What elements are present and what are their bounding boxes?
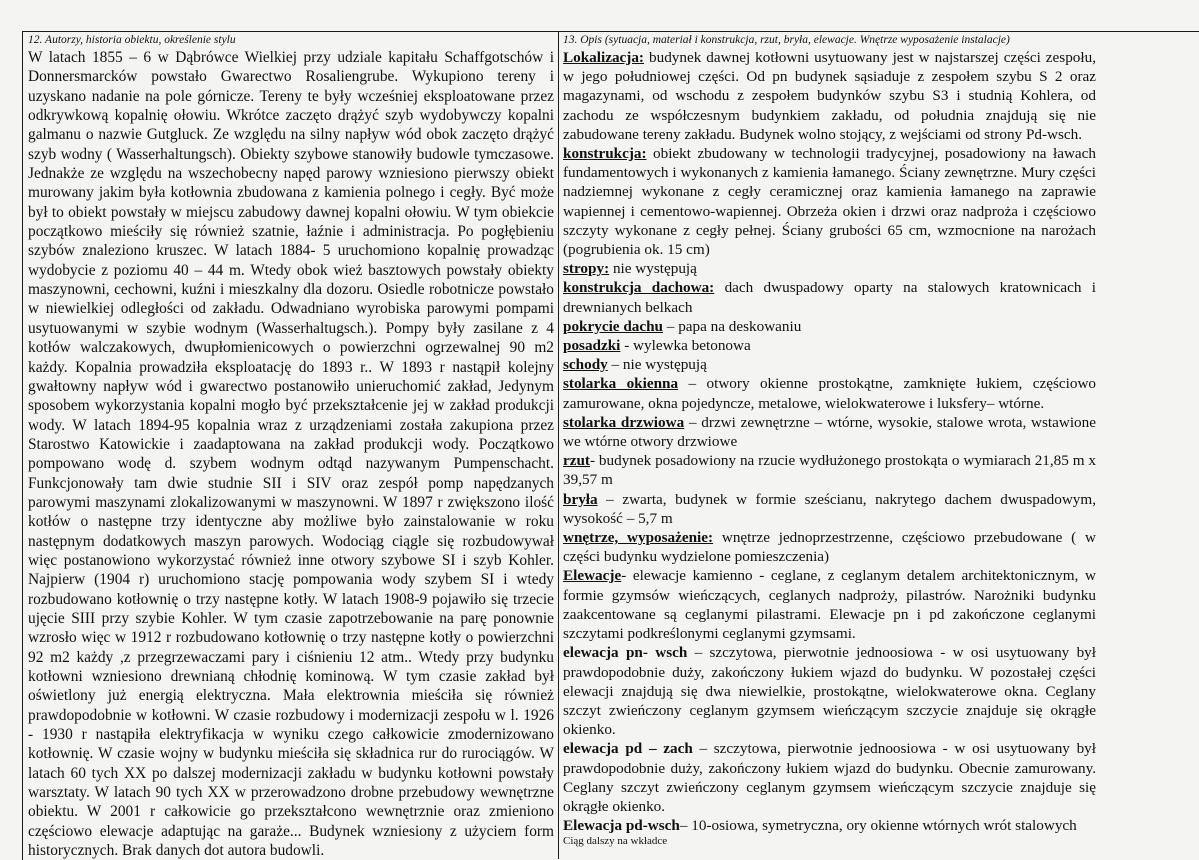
entry-text: wnętrze jednoprzestrzenne, częściowo przebudowane ( w części budynku wydzielone pomieszczenia) (563, 529, 1096, 566)
entry-text: – 10-osiowa, symetryczna, ory okienne wtórnych wrót stalowych (679, 817, 1077, 835)
entry-text: – drzwi zewnętrzne – wtórne, wysokie, stalowe wrota, wstawione we wtórne otwory drzwiowe (563, 413, 1096, 451)
description-entry (563, 259, 1096, 278)
description-entry (563, 48, 1096, 144)
description-entry (563, 278, 1096, 316)
entry-text: – szczytowa, pierwotnie jednoosiowa - w osi usytuowany był prawdopodobnie duży, zakończony łukiem wjazd do budynku. Obecnie zamurowany. Ceglany szczyt zwieńczony ceglanym gzymsem wieńczącym szczycie znajduje się okrągłe okienko. (563, 740, 1096, 815)
entry-term: posadzki (563, 337, 621, 355)
entry-text: – nie występują (607, 356, 707, 374)
entry-text: – szczytowa, pierwotnie jednoosiowa - w osi usytuowany był prawdopodobnie duży, zakończony łukiem wjazd do budynku. W pozostałej części elewacji znajdują się dwa niewielkie, prostokątne, wielokwaterowe okna. Ceglany szczyt zwieńczony ceglanym gzymsem wieńczącym szczycie znajduje się okrągłe okienko. (563, 644, 1096, 739)
entry-text: nie występują (609, 260, 697, 278)
continuation-note: Ciąg dalszy na wkładce (563, 835, 668, 848)
entry-text: – papa na deskowaniu (663, 317, 802, 335)
entry-text: – zwarta, budynek w formie sześcianu, nakrytego dachem dwuspadowym, wysokość – 5,7 m (563, 490, 1096, 527)
description-entry (563, 739, 1096, 816)
entry-term: stolarka okienna (563, 375, 679, 393)
description-entry (563, 317, 1096, 336)
entry-term: pokrycie dachu (563, 317, 663, 335)
description-column (563, 33, 1096, 847)
entry-text: - elewacje kamienno - ceglane, z ceglanym detalem architektonicznym, w formie gzymsów wieńczących, ceglanych nadproży, pilastrów. Narożniki budynku zaakcentowane są ceglanymi pilastrami. Elewacje pn i pd zakończone ceglanymi szczytami podkreślonymi ceglanymi gzymsami. (563, 567, 1096, 643)
description-entry (563, 816, 1096, 835)
description-entry (563, 643, 1096, 739)
description-entry (563, 566, 1096, 643)
section-12-header: 12. Autorzy, historia obiektu, określenie stylu (28, 34, 236, 46)
entry-term: elewacja pd – zach (563, 740, 693, 758)
entry-term: wnętrze, wyposażenie: (563, 529, 714, 547)
entry-text: - wylewka betonowa (620, 337, 751, 355)
entry-text: - budynek posadowiony na rzucie wydłużonego prostokąta o wymiarach 21,85 m x 39,57 m (563, 452, 1096, 489)
description-entry (563, 144, 1096, 259)
entry-term: Elewacje (563, 567, 622, 585)
entry-text: – otwory okienne prostokątne, zamknięte łukiem, częściowo zamurowane, okna pojedyncze, metalowe, wielokwaterowe i luksfery– wtórne. (563, 375, 1096, 412)
entry-term: konstrukcja: (563, 145, 647, 163)
description-entries (563, 48, 1096, 835)
entry-text: budynek dawnej kotłowni usytuowany jest w najstarszej części zespołu, w jego południowej części. Od pn budynek sąsiaduje z zespołem szybu S 2 oraz magazynami, od wschodu z zespołem budynków szybu S3 i studnią Kohlera, od zachodu ze współczesnym budynkiem zakładu, od południa znajdują się nie zabudowane tereny zakładu. Budynek wolno stojący, z wejściami od strony Pd-wsch. (563, 49, 1096, 143)
history-text: W latach 1855 – 6 w Dąbrówce Wielkiej przy udziale kapitału Schaffgotschów i Donnersmarcków powstało Gwarectwo Rosaliengrube. Wykupiono tereny i uzyskano nadanie na pole górnicze. Tereny te były wcześniej eksploatowane przez odkrywkową kopalnię ołowiu. Wkrótce zaczęto drążyć szyb wydobywczy kopalni galmanu o nazwie Gutgluck. Ze względu na silny napływ wód obok zaczęto drążyć szyb wodny ( Wasserhaltungsch). Obiekty szybowe stanowiły budowle tymczasowe. Jednakże ze względu na wszechobecny napęd parowy wzniesiono pierwszy obiekt murowany jakim była kotłownia zbudowana z kamienia polnego i cegły. Być może był to obiekt powstały w miejscu zabudowy dawnej kopalni ołowiu. W tym obiekcie początkowo mieściły się również szatnie, łaźnie i administracja. Po pogłębieniu szybów znaleziono kruszec. W latach 1884- 5 uruchomiono kopalnię prowadząc wydobycie z poziomu 40 – 44 m. Wtedy obok wież basztowych powstały obiekty maszynowni, cechowni, kuźni i mieszkalny dla dozoru. Osiedle robotnicze powstało w niewielkiej odległości od zakładu. Odwadniano wyrobiska parowymi pompami usytuowanymi w szybie wodnym (Wasserhaltugsch.). Pompy były zasilane z 4 kotłów walczakowych, dwupłomienicowych o powierzchni ogrzewalnej 90 m2 każdy. Kopalnia prowadziła eksploatację do 1893 r.. W 1893 r nastąpił kolejny gwałtowny napływ wód i gwarectwo postanowiło unieruchomić zakład, Jedynym sposobem wykorzystania kopalni mogło być przekształcenie jej w zakład produkcji wody. W latach 1894-95 kopalnia wraz z urządzeniami została zakupiona przez Starostwo Katowickie i zaadaptowana na zakład produkcji wody. Początkowo pompowano wodę d. szybem wodnym odtąd nazywanym Pumpenschacht. Funkcjonowały tam dwie studnie SII i SIV oraz zespół pomp napędzanych parowymi maszynami zlokalizowanymi w maszynowni. W 1897 r zwiększono ilość kotłów o następne trzy identyczne aby możliwe było zainstalowanie w roku następnym dodatkowych maszyn parowych. Wodociąg ciągle się rozbudowywał więc postanowiono wykorzystać również inne otwory szybowe SI i szyb Kohler. Najpierw (1904 r) uruchomiono stację pompowania wody szybem SI i wtedy rozbudowano kotłownię o trzy następne kotły. W latach 1908-9 pojawiło się trzecie ujęcie SIII przy szybie Kohler. W tym czasie zapotrzebowanie na parę ponownie wzrosło więc w 1912 r rozbudowano kotłownię o trzy następne kotły o powierzchni 92 m2 każdy ,z przegrzewaczami pary i ciśnieniu 12 atm.. Wtedy przy budynku kotłowni wzniesiono drewnianą chłodnię kominową. W tym czasie zakład był oświetlony już energią elektryczna. Mała elektrownia mieściła się również prawdopodobnie w kotłowni. W czasie rozbudowy i modernizacji zespołu w l. 1926 - 1930 r nastąpiła elektryfikacja w wyniku czego całkowicie zmodernizowano kotłownię. W czasie wojny w budynku mieściła się składnica rur do rurociągów. W latach 60 tych XX po dalszej modernizacji zakładu w budynku kotłowni powstały warsztaty. W latach 90 tych XX w przerowadzono drobne przebudowy wewnętrzne obiektu. W 2001 r całkowicie go przekształcono wewnętrznie oraz zmieniono częściowo elewacje adaptując na garaże... Budynek wzniesiony z użyciem form historycznych. Brak danych dot autora budowli. (28, 49, 554, 860)
entry-term: elewacja pn- wsch (563, 644, 688, 662)
description-entry (563, 490, 1096, 528)
column-divider (558, 31, 559, 859)
entry-text: obiekt zbudowany w technologii tradycyjnej, posadowiony na ławach fundamentowych i wykonanych z kamienia łamanego. Ściany zewnętrzne. Mury części nadziemnej wykonane z cegły ceramicznej oraz kamienia łamanego na zaprawie wapiennej i cementowo-wapiennej. Obrzeża okien i drzwi oraz nadproża i częściowo szczyty wykonane z cegły pełnej. Ściany grubości 65 cm, wzmocnione na narożach (pogrubienia ok. 15 cm) (563, 145, 1096, 259)
entry-term: Lokalizacja: (563, 49, 644, 66)
description-entry (563, 374, 1096, 412)
description-entry (563, 528, 1096, 566)
entry-term: schody (563, 356, 608, 374)
description-entry (563, 413, 1096, 451)
description-entry (563, 451, 1096, 489)
entry-term: bryła (563, 490, 598, 508)
description-entry (563, 355, 1096, 374)
entry-term: konstrukcja dachowa: (563, 279, 715, 297)
entry-term: stolarka drzwiowa (563, 413, 685, 431)
entry-text: dach dwuspadowy oparty na stalowych kratownicach i drewnianych belkach (563, 279, 1096, 316)
description-entry (563, 336, 1096, 355)
entry-term: stropy: (563, 260, 610, 278)
history-column (28, 33, 554, 860)
entry-term: Elewacja pd-wsch (563, 817, 680, 835)
section-13-header: 13. Opis (sytuacja, materiał i konstrukcja, rzut, bryła, elewacje. Wnętrze wyposażenie instalacje) (563, 34, 1010, 46)
entry-term: rzut (563, 452, 590, 470)
